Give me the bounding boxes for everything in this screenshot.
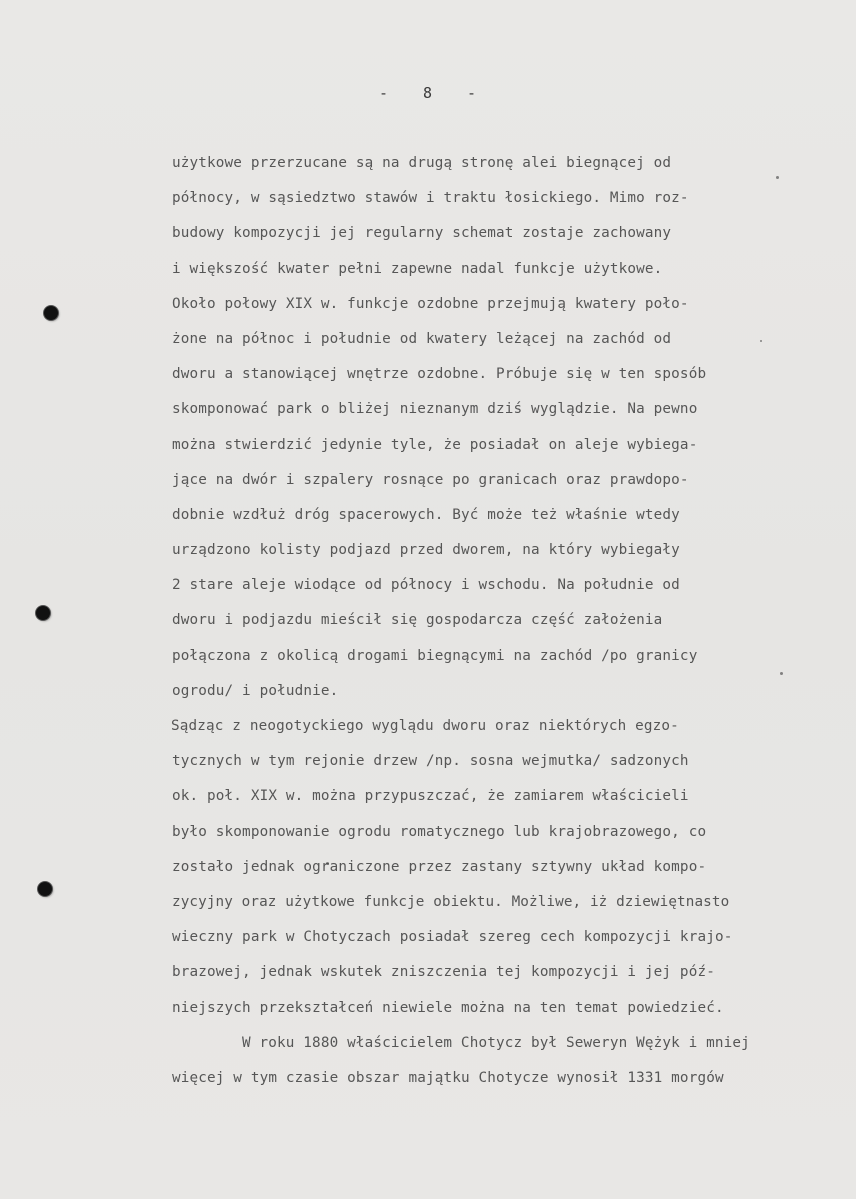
text-line: W roku 1880 właścicielem Chotycz był Seweryn Wężyk i mniej [242,1034,750,1051]
text-line: zostało jednak ograniczone przez zastany sztywny układ kompo- [172,858,707,875]
text-line: było skomponowanie ogrodu romatycznego lub krajobrazowego, co [172,823,707,840]
text-line: północy, w sąsiedztwo stawów i traktu łosickiego. Mimo roz- [172,190,689,207]
text-line: ogrodu/ i południe. [172,682,339,699]
text-line: i większość kwater pełni zapewne nadal funkcje użytkowe. [172,260,663,277]
text-line: dobnie wzdłuż dróg spacerowych. Być może też właśnie wtedy [172,506,680,523]
text-line: niejszych przekształceń niewiele można na ten temat powiedzieć. [172,999,724,1016]
text-line: jące na dwór i szpalery rosnące po granicach oraz prawdopo- [172,471,689,488]
punch-hole-top [44,306,58,320]
text-line: urządzono kolisty podjazd przed dworem, na który wybiegały [172,542,680,559]
text-line: wieczny park w Chotyczach posiadał szereg cech kompozycji krajo- [172,929,733,946]
page-number [0,84,856,102]
body-text [172,146,852,1096]
page-number-value: 8 [422,84,434,102]
text-line: więcej w tym czasie obszar majątku Chotycze wynosił 1331 morgów [172,1069,724,1086]
text-line: zycyjny oraz użytkowe funkcje obiektu. Możliwe, iż dziewiętnasto [172,893,730,910]
text-line: użytkowe przerzucane są na drugą stronę alei biegnącej od [172,155,672,171]
text-line: dworu i podjazdu mieścił się gospodarcza część założenia [172,612,663,629]
punch-hole-middle [36,606,50,620]
text-line: połączona z okolicą drogami biegnącymi na zachód /po granicy [172,647,698,664]
punch-hole-bottom [38,882,52,896]
text-line: ok. poł. XIX w. można przypuszczać, że zamiarem właścicieli [172,788,689,805]
text-line: Około połowy XIX w. funkcje ozdobne przejmują kwatery poło- [172,295,689,312]
text-line: żone na północ i południe od kwatery leżącej na zachód od [172,330,672,347]
text-line: można stwierdzić jedynie tyle, że posiadał on aleje wybiega- [172,436,698,453]
text-line: brazowej, jednak wskutek zniszczenia tej kompozycji i jej póź- [172,964,715,981]
page-number-dash-right: - [467,84,478,102]
text-line: dworu a stanowiącej wnętrze ozdobne. Próbuje się w ten sposób [172,366,707,383]
text-line: skomponować park o bliżej nieznanym dziś wyglądzie. Na pewno [172,401,698,418]
page-number-dash-left: - [378,84,389,102]
text-line: budowy kompozycji jej regularny schemat zostaje zachowany [172,225,672,242]
text-line: 2 stare aleje wiodące od północy i wschodu. Na południe od [172,577,680,594]
text-line: Sądząc z neogotyckiego wyglądu dworu oraz niektórych egzo- [171,718,679,734]
text-line: tycznych w tym rejonie drzew /np. sosna wejmutka/ sadzonych [172,753,689,770]
